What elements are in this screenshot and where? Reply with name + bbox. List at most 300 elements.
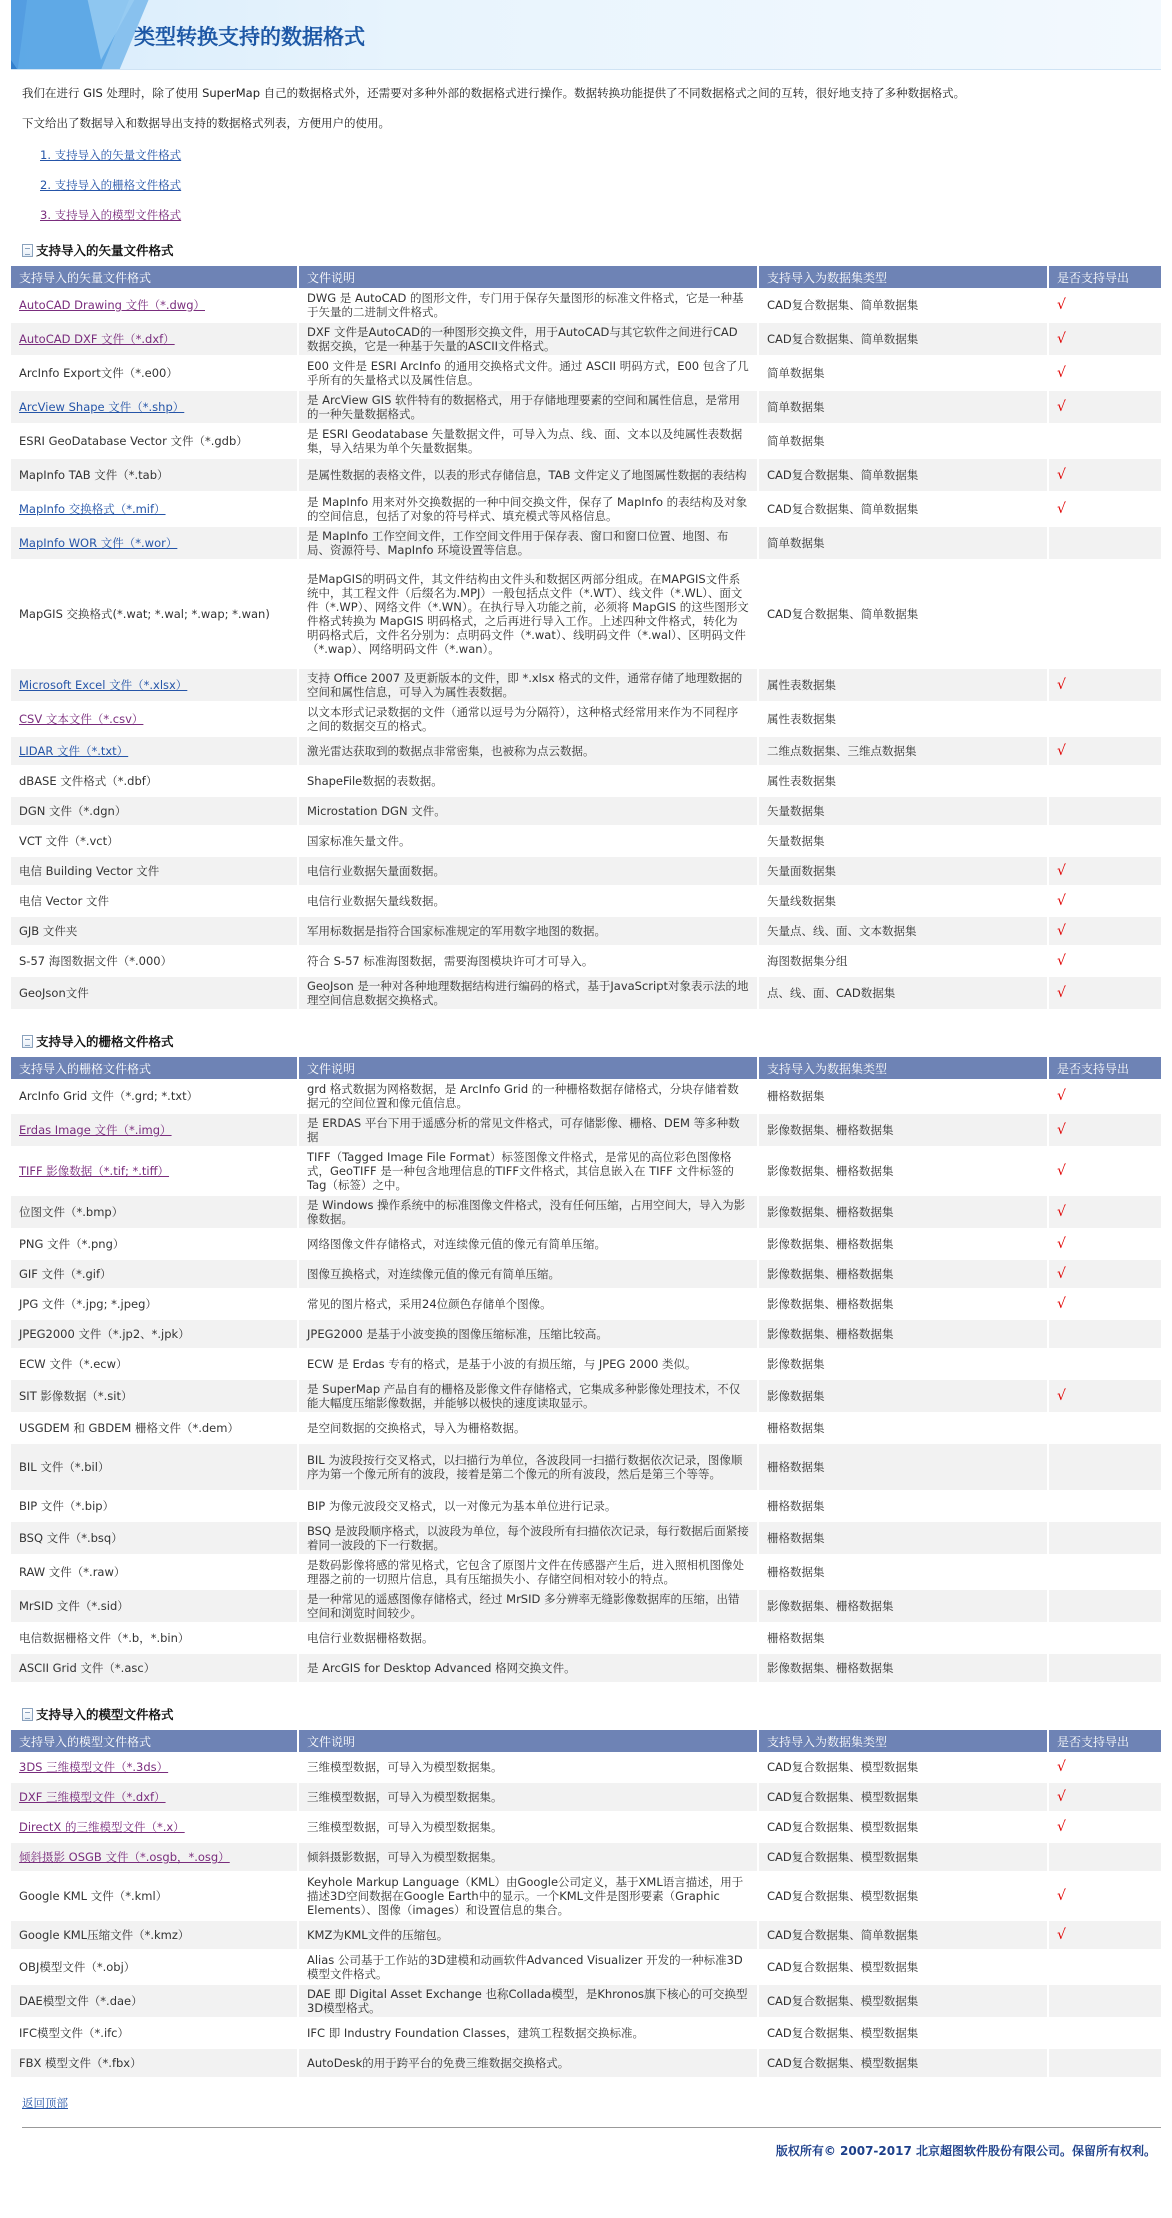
footer-divider <box>22 2127 1161 2128</box>
format-name: PNG 文件（*.png） <box>19 1237 125 1251</box>
dataset-type-cell: 栅格数据集 <box>758 1079 1048 1113</box>
export-check: √ <box>1048 1379 1161 1413</box>
dataset-type-cell: CAD复合数据集、模型数据集 <box>758 2048 1048 2078</box>
dataset-type-cell: CAD复合数据集、简单数据集 <box>758 458 1048 492</box>
export-check <box>1048 1349 1161 1379</box>
header-description: 文件说明 <box>298 266 758 288</box>
table-row <box>11 424 1161 458</box>
format-cell <box>11 1812 298 1842</box>
copyright-text: 版权所有© 2007-2017 北京超图软件股份有限公司。保留所有权利。 <box>775 2144 1156 2158</box>
description-cell: 是 ERDAS 平台下用于遥感分析的常见文件格式，可存储影像、栅格、DEM 等多种数据 <box>298 1113 758 1147</box>
format-name: 位图文件（*.bmp） <box>19 1205 124 1219</box>
format-cell <box>11 1782 298 1812</box>
intro-paragraph-2: 下文给出了数据导入和数据导出支持的数据格式列表，方便用户的使用。 <box>22 116 390 130</box>
format-cell <box>11 1319 298 1349</box>
format-cell <box>11 1653 298 1683</box>
format-name: 电信 Vector 文件 <box>19 894 109 908</box>
description-cell: 网络图像文件存储格式，对连续像元值的像元有简单压缩。 <box>298 1229 758 1259</box>
description-cell: 以文本形式记录数据的文件（通常以逗号为分隔符），这种格式经常用来作为不同程序之间的数据交互的格式。 <box>298 702 758 736</box>
table-row <box>11 916 1161 946</box>
table-row <box>11 1413 1161 1443</box>
format-cell <box>11 356 298 390</box>
format-name: MrSID 文件（*.sid） <box>19 1599 129 1613</box>
dataset-type-cell: 简单数据集 <box>758 390 1048 424</box>
export-check: √ <box>1048 886 1161 916</box>
format-name: 电信 Building Vector 文件 <box>19 864 160 878</box>
format-cell <box>11 886 298 916</box>
dataset-type-cell: 矢量点、线、面、文本数据集 <box>758 916 1048 946</box>
dataset-type-cell: 栅格数据集 <box>758 1555 1048 1589</box>
page-header <box>11 0 1161 70</box>
format-link[interactable]: DXF 三维模型文件（*.dxf） <box>19 1790 166 1804</box>
table-row <box>11 1319 1161 1349</box>
dataset-type-cell: 点、线、面、CAD数据集 <box>758 976 1048 1010</box>
export-check <box>1048 560 1161 668</box>
format-cell <box>11 458 298 492</box>
export-check <box>1048 1589 1161 1623</box>
format-cell <box>11 668 298 702</box>
export-check: √ <box>1048 1812 1161 1842</box>
export-check <box>1048 2018 1161 2048</box>
table-row <box>11 1229 1161 1259</box>
dataset-type-cell: 影像数据集、栅格数据集 <box>758 1195 1048 1229</box>
format-cell <box>11 1413 298 1443</box>
toc-item <box>40 176 1172 206</box>
export-check <box>1048 1443 1161 1491</box>
dataset-type-cell: 栅格数据集 <box>758 1521 1048 1555</box>
format-name: MapGIS 交换格式(*.wat; *.wal; *.wap; *.wan) <box>19 607 270 621</box>
export-check <box>1048 1413 1161 1443</box>
format-name: BIP 文件（*.bip） <box>19 1499 115 1513</box>
format-name: ArcInfo Grid 文件（*.grd; *.txt） <box>19 1088 199 1103</box>
format-table-raster <box>11 1057 1161 1684</box>
dataset-type-cell: 影像数据集、栅格数据集 <box>758 1289 1048 1319</box>
format-cell <box>11 1379 298 1413</box>
toc-item <box>40 146 1172 176</box>
description-cell: 是 ArcGIS for Desktop Advanced 格网交换文件。 <box>298 1653 758 1683</box>
description-cell: 支持 Office 2007 及更新版本的文件，即 *.xlsx 格式的文件，通常存储了地理数据的空间和属性信息，可导入为属性表数据。 <box>298 668 758 702</box>
table-row <box>11 1079 1161 1113</box>
back-to-top-wrap <box>22 2095 1172 2111</box>
dataset-type-cell: 矢量数据集 <box>758 796 1048 826</box>
dataset-type-cell: CAD复合数据集、模型数据集 <box>758 1812 1048 1842</box>
dataset-type-cell: 影像数据集、栅格数据集 <box>758 1319 1048 1349</box>
format-name: RAW 文件（*.raw） <box>19 1565 126 1579</box>
format-link[interactable]: ArcView Shape 文件（*.shp） <box>19 400 185 414</box>
format-link[interactable]: TIFF 影像数据（*.tif; *.tiff） <box>19 1164 170 1178</box>
format-name: ECW 文件（*.ecw） <box>19 1357 128 1371</box>
header-export: 是否支持导出 <box>1048 266 1161 288</box>
table-row <box>11 796 1161 826</box>
header-format: 支持导入的栅格文件格式 <box>11 1057 298 1079</box>
export-check <box>1048 766 1161 796</box>
dataset-type-cell: CAD复合数据集、简单数据集 <box>758 560 1048 668</box>
header-dataset-type: 支持导入为数据集类型 <box>758 1730 1048 1752</box>
export-check: √ <box>1048 1195 1161 1229</box>
format-cell <box>11 2018 298 2048</box>
header-export: 是否支持导出 <box>1048 1057 1161 1079</box>
description-cell: 是空间数据的交换格式，导入为栅格数据。 <box>298 1413 758 1443</box>
export-check <box>1048 526 1161 560</box>
table-row <box>11 322 1161 356</box>
format-link[interactable]: MapInfo 交换格式（*.mif） <box>19 502 166 516</box>
export-check <box>1048 2048 1161 2078</box>
description-cell: AutoDesk的用于跨平台的免费三维数据交换格式。 <box>298 2048 758 2078</box>
section-gap <box>0 1011 1172 1027</box>
table-row <box>11 1984 1161 2018</box>
table-row <box>11 458 1161 492</box>
description-cell: DXF 文件是AutoCAD的一种图形交换文件，用于AutoCAD与其它软件之间进行CAD数据交换，它是一种基于矢量的ASCII文件格式。 <box>298 322 758 356</box>
export-check <box>1048 1319 1161 1349</box>
table-row <box>11 766 1161 796</box>
dataset-type-cell: 属性表数据集 <box>758 766 1048 796</box>
export-check <box>1048 1653 1161 1683</box>
format-link[interactable]: 倾斜摄影 OSGB 文件（*.osgb，*.osg） <box>19 1850 230 1864</box>
format-cell <box>11 1289 298 1319</box>
format-name: JPEG2000 文件（*.jp2、*.jpk） <box>19 1327 190 1341</box>
table-row <box>11 1812 1161 1842</box>
format-name: JPG 文件（*.jpg; *.jpeg） <box>19 1297 157 1311</box>
format-link[interactable]: Microsoft Excel 文件（*.xlsx） <box>19 678 188 692</box>
format-link[interactable]: Erdas Image 文件（*.img） <box>19 1123 172 1137</box>
description-cell: E00 文件是 ESRI ArcInfo 的通用交换格式文件。通过 ASCII 明码方式，E00 包含了几乎所有的矢量格式以及属性信息。 <box>298 356 758 390</box>
format-cell <box>11 390 298 424</box>
export-check: √ <box>1048 1147 1161 1195</box>
format-cell <box>11 2048 298 2078</box>
export-check: √ <box>1048 1752 1161 1782</box>
export-check: √ <box>1048 1872 1161 1920</box>
format-cell <box>11 976 298 1010</box>
dataset-type-cell: 影像数据集、栅格数据集 <box>758 1259 1048 1289</box>
description-cell: 倾斜摄影数据，可导入为模型数据集。 <box>298 1842 758 1872</box>
description-cell: GeoJson 是一种对各种地理数据结构进行编码的格式，基于JavaScript对象表示法的地理空间信息数据交换格式。 <box>298 976 758 1010</box>
table-row <box>11 1379 1161 1413</box>
section-title-vector <box>0 236 1172 266</box>
table-row <box>11 1950 1161 1984</box>
dataset-type-cell: CAD复合数据集、简单数据集 <box>758 322 1048 356</box>
dataset-type-cell: 简单数据集 <box>758 356 1048 390</box>
format-cell <box>11 1842 298 1872</box>
format-link[interactable]: MapInfo WOR 文件（*.wor） <box>19 536 178 550</box>
format-cell <box>11 1259 298 1289</box>
format-cell <box>11 1195 298 1229</box>
format-link[interactable]: AutoCAD DXF 文件（*.dxf） <box>19 332 175 346</box>
table-row <box>11 1195 1161 1229</box>
document-icon <box>22 1035 33 1048</box>
description-cell: KMZ为KML文件的压缩包。 <box>298 1920 758 1950</box>
table-row <box>11 1842 1161 1872</box>
description-cell: 三维模型数据，可导入为模型数据集。 <box>298 1782 758 1812</box>
section-gap <box>0 1684 1172 1700</box>
table-row <box>11 2048 1161 2078</box>
table-row <box>11 1623 1161 1653</box>
format-cell <box>11 1950 298 1984</box>
format-cell <box>11 1984 298 2018</box>
table-row <box>11 492 1161 526</box>
export-check: √ <box>1048 736 1161 766</box>
table-row <box>11 856 1161 886</box>
dataset-type-cell: 矢量面数据集 <box>758 856 1048 886</box>
description-cell: 是 ESRI Geodatabase 矢量数据文件，可导入为点、线、面、文本以及纯属性表数据集，导入结果为单个矢量数据集。 <box>298 424 758 458</box>
format-name: dBASE 文件格式（*.dbf） <box>19 774 158 788</box>
dataset-type-cell: 栅格数据集 <box>758 1491 1048 1521</box>
description-cell: 电信行业数据栅格数据。 <box>298 1623 758 1653</box>
export-check <box>1048 702 1161 736</box>
format-cell <box>11 1555 298 1589</box>
back-to-top-link[interactable]: 返回顶部 <box>22 2096 68 2110</box>
description-cell: 军用标数据是指符合国家标准规定的军用数字地图的数据。 <box>298 916 758 946</box>
table-header-row <box>11 266 1161 288</box>
format-link[interactable]: LIDAR 文件（*.txt） <box>19 744 129 758</box>
export-check: √ <box>1048 458 1161 492</box>
header-description: 文件说明 <box>298 1730 758 1752</box>
table-of-contents <box>0 146 1172 236</box>
dataset-type-cell: 二维点数据集、三维点数据集 <box>758 736 1048 766</box>
dataset-type-cell: CAD复合数据集、简单数据集 <box>758 1920 1048 1950</box>
format-cell <box>11 916 298 946</box>
table-row <box>11 668 1161 702</box>
dataset-type-cell: 影像数据集 <box>758 1349 1048 1379</box>
export-check <box>1048 1842 1161 1872</box>
table-row <box>11 1113 1161 1147</box>
export-check: √ <box>1048 1079 1161 1113</box>
format-cell <box>11 1147 298 1195</box>
dataset-type-cell: CAD复合数据集、简单数据集 <box>758 288 1048 322</box>
description-cell: DAE 即 Digital Asset Exchange 也称Collada模型，是Khronos旗下核心的可交换型3D模型格式。 <box>298 1984 758 2018</box>
toc-link-vector[interactable]: 1. 支持导入的矢量文件格式 <box>40 148 182 162</box>
description-cell: Alias 公司基于工作站的3D建模和动画软件Advanced Visualizer 开发的一种标准3D模型文件格式。 <box>298 1950 758 1984</box>
format-name: Google KML压缩文件（*.kmz） <box>19 1928 190 1942</box>
format-name: DAE模型文件（*.dae） <box>19 1994 143 2008</box>
intro-paragraph-1: 我们在进行 GIS 处理时，除了使用 SuperMap 自己的数据格式外，还需要对多种外部的数据格式进行操作。数据转换功能提供了不同数据格式之间的互转，很好地支持了多种数据格式。 <box>22 86 966 100</box>
format-table-vector <box>11 266 1161 1011</box>
format-cell <box>11 736 298 766</box>
format-cell <box>11 1589 298 1623</box>
description-cell: 是 ArcView GIS 软件特有的数据格式，用于存储地理要素的空间和属性信息，是常用的一种矢量数据格式。 <box>298 390 758 424</box>
document-icon <box>22 1708 33 1721</box>
dataset-type-cell: CAD复合数据集、模型数据集 <box>758 1984 1048 2018</box>
description-cell: 是 MapInfo 用来对外交换数据的一种中间交换文件，保存了 MapInfo 的表结构及对象的空间信息，包括了对象的符号样式、填充模式等风格信息。 <box>298 492 758 526</box>
format-cell <box>11 766 298 796</box>
format-sections <box>0 236 1172 2079</box>
description-cell: 图像互换格式，对连续像元值的像元有简单压缩。 <box>298 1259 758 1289</box>
description-cell: 是属性数据的表格文件，以表的形式存储信息，TAB 文件定义了地图属性数据的表结构 <box>298 458 758 492</box>
format-name: SIT 影像数据（*.sit） <box>19 1389 133 1403</box>
table-row <box>11 288 1161 322</box>
header-dataset-type: 支持导入为数据集类型 <box>758 266 1048 288</box>
format-name: IFC模型文件（*.ifc） <box>19 2026 130 2040</box>
description-cell: Microstation DGN 文件。 <box>298 796 758 826</box>
format-name: S-57 海图数据文件（*.000） <box>19 954 173 968</box>
dataset-type-cell: 简单数据集 <box>758 424 1048 458</box>
dataset-type-cell: 矢量数据集 <box>758 826 1048 856</box>
description-cell: 是 SuperMap 产品自有的栅格及影像文件存储格式，它集成多种影像处理技术，不仅能大幅度压缩影像数据，并能够以极快的速度读取显示。 <box>298 1379 758 1413</box>
format-link[interactable]: AutoCAD Drawing 文件（*.dwg） <box>19 297 205 312</box>
format-name: OBJ模型文件（*.obj） <box>19 1960 136 1974</box>
format-name: 电信数据栅格文件（*.b，*.bin） <box>19 1631 190 1645</box>
format-cell <box>11 1521 298 1555</box>
dataset-type-cell: 影像数据集、栅格数据集 <box>758 1589 1048 1623</box>
format-name: ASCII Grid 文件（*.asc） <box>19 1661 156 1675</box>
export-check <box>1048 826 1161 856</box>
table-row <box>11 390 1161 424</box>
export-check <box>1048 1491 1161 1521</box>
format-cell <box>11 1349 298 1379</box>
toc-link-raster[interactable]: 2. 支持导入的栅格文件格式 <box>40 178 182 192</box>
document-icon <box>22 244 33 257</box>
table-row <box>11 1491 1161 1521</box>
header-dataset-type: 支持导入为数据集类型 <box>758 1057 1048 1079</box>
dataset-type-cell: 影像数据集、栅格数据集 <box>758 1113 1048 1147</box>
export-check: √ <box>1048 856 1161 886</box>
description-cell: BIL 为波段按行交叉格式，以扫描行为单位，各波段同一扫描行数据依次记录，图像顺序为第一个像元所有的波段，接着是第二个像元的所有波段，然后是第三个等等。 <box>298 1443 758 1491</box>
format-cell <box>11 1443 298 1491</box>
export-check <box>1048 1984 1161 2018</box>
dataset-type-cell: 栅格数据集 <box>758 1443 1048 1491</box>
table-row <box>11 1782 1161 1812</box>
description-cell: ECW 是 Erdas 专有的格式，是基于小波的有损压缩，与 JPEG 2000 类似。 <box>298 1349 758 1379</box>
dataset-type-cell: CAD复合数据集、模型数据集 <box>758 1842 1048 1872</box>
table-row <box>11 2018 1161 2048</box>
format-name: BSQ 文件（*.bsq） <box>19 1531 123 1545</box>
export-check <box>1048 424 1161 458</box>
format-cell <box>11 1920 298 1950</box>
dataset-type-cell: 海图数据集分组 <box>758 946 1048 976</box>
dataset-type-cell: CAD复合数据集、模型数据集 <box>758 1872 1048 1920</box>
dataset-type-cell: 栅格数据集 <box>758 1413 1048 1443</box>
export-check: √ <box>1048 356 1161 390</box>
dataset-type-cell: CAD复合数据集、模型数据集 <box>758 2018 1048 2048</box>
description-cell: 是数码影像将感的常见格式，它包含了原图片文件在传感器产生后，进入照相机图像处理器之前的一切照片信息，具有压缩损失小、存储空间相对较小的特点。 <box>298 1555 758 1589</box>
export-check <box>1048 796 1161 826</box>
export-check: √ <box>1048 1920 1161 1950</box>
section-title-raster <box>0 1027 1172 1057</box>
description-cell: 常见的图片格式，采用24位颜色存储单个图像。 <box>298 1289 758 1319</box>
header-export: 是否支持导出 <box>1048 1730 1161 1752</box>
export-check: √ <box>1048 322 1161 356</box>
description-cell: 是MapGIS的明码文件，其文件结构由文件头和数据区两部分组成。在MAPGIS文件系统中，其工程文件（后缀名为.MPJ）一般包括点文件（*.WT）、线文件（*.WL）、面文件（*.WP）、网络文件（*.WN）。在执行导入功能之前，必须将 MapGIS 的这些图形文件格式转换为 MapGIS 明码格式，之后再进行导入工作。上述四种文件格式，转化为明码格式后，文件名分别为：点明码文件（*.wat）、线明码文件（*.wal）、区明码文件（*.wap）、网络明码文件（*.wan）。 <box>298 560 758 668</box>
table-row <box>11 886 1161 916</box>
table-row <box>11 946 1161 976</box>
table-row <box>11 526 1161 560</box>
dataset-type-cell: 矢量线数据集 <box>758 886 1048 916</box>
format-name: DGN 文件（*.dgn） <box>19 804 127 818</box>
export-check: √ <box>1048 1782 1161 1812</box>
description-cell: 符合 S-57 标准海图数据，需要海图模块许可才可导入。 <box>298 946 758 976</box>
table-row <box>11 1872 1161 1920</box>
format-cell <box>11 1229 298 1259</box>
header-format: 支持导入的矢量文件格式 <box>11 266 298 288</box>
format-name: VCT 文件（*.vct） <box>19 834 119 848</box>
description-cell: Keyhole Markup Language（KML）由Google公司定义，基于XML语言描述，用于描述3D空间数据在Google Earth中的显示。一个KML文件是图形要素（Graphic Elements）、图像（images）和设置信息的集合。 <box>298 1872 758 1920</box>
format-name: ESRI GeoDatabase Vector 文件（*.gdb） <box>19 434 248 448</box>
format-cell <box>11 1623 298 1653</box>
table-row <box>11 1752 1161 1782</box>
dataset-type-cell: 影像数据集、栅格数据集 <box>758 1147 1048 1195</box>
description-cell: 是一种常见的遥感图像存储格式，经过 MrSID 多分辨率无缝影像数据库的压缩，出错空间和浏览时间较少。 <box>298 1589 758 1623</box>
description-cell: IFC 即 Industry Foundation Classes，建筑工程数据交换标准。 <box>298 2018 758 2048</box>
format-cell <box>11 1872 298 1920</box>
dataset-type-cell: 简单数据集 <box>758 526 1048 560</box>
table-row <box>11 1653 1161 1683</box>
export-check: √ <box>1048 1259 1161 1289</box>
export-check <box>1048 1555 1161 1589</box>
table-row <box>11 1349 1161 1379</box>
table-row <box>11 560 1161 668</box>
format-link[interactable]: 3DS 三维模型文件（*.3ds） <box>19 1759 169 1774</box>
format-cell <box>11 322 298 356</box>
table-row <box>11 1289 1161 1319</box>
export-check: √ <box>1048 492 1161 526</box>
format-link[interactable]: CSV 文本文件（*.csv） <box>19 712 144 726</box>
description-cell: JPEG2000 是基于小波变换的图像压缩标准，压缩比较高。 <box>298 1319 758 1349</box>
format-link[interactable]: DirectX 的三维模型文件（*.x） <box>19 1820 185 1834</box>
format-name: FBX 模型文件（*.fbx） <box>19 2056 142 2070</box>
table-row <box>11 1589 1161 1623</box>
format-cell <box>11 492 298 526</box>
export-check: √ <box>1048 1289 1161 1319</box>
table-row <box>11 1555 1161 1589</box>
format-cell <box>11 526 298 560</box>
description-cell: 电信行业数据矢量线数据。 <box>298 886 758 916</box>
format-cell <box>11 826 298 856</box>
dataset-type-cell: CAD复合数据集、模型数据集 <box>758 1752 1048 1782</box>
description-cell: 是 Windows 操作系统中的标准图像文件格式，没有任何压缩，占用空间大，导入为影像数据。 <box>298 1195 758 1229</box>
dataset-type-cell: 影像数据集 <box>758 1379 1048 1413</box>
description-cell: 是 MapInfo 工作空间文件，工作空间文件用于保存表、窗口和窗口位置、地图、布局、资源符号、MapInfo 环境设置等信息。 <box>298 526 758 560</box>
header-description: 文件说明 <box>298 1057 758 1079</box>
export-check: √ <box>1048 668 1161 702</box>
description-cell: ShapeFile数据的表数据。 <box>298 766 758 796</box>
dataset-type-cell: 栅格数据集 <box>758 1623 1048 1653</box>
section-title-text: 支持导入的栅格文件格式 <box>36 1034 174 1049</box>
table-row <box>11 1259 1161 1289</box>
dataset-type-cell: 影像数据集、栅格数据集 <box>758 1653 1048 1683</box>
format-cell <box>11 1752 298 1782</box>
format-name: BIL 文件（*.bil） <box>19 1460 110 1474</box>
table-row <box>11 736 1161 766</box>
table-row <box>11 826 1161 856</box>
description-cell: 激光雷达获取到的数据点非常密集，也被称为点云数据。 <box>298 736 758 766</box>
table-row <box>11 1920 1161 1950</box>
export-check <box>1048 1623 1161 1653</box>
toc-link-model[interactable]: 3. 支持导入的模型文件格式 <box>40 208 182 222</box>
export-check: √ <box>1048 288 1161 322</box>
description-cell: 三维模型数据，可导入为模型数据集。 <box>298 1812 758 1842</box>
format-name: GIF 文件（*.gif） <box>19 1267 112 1281</box>
header-format: 支持导入的模型文件格式 <box>11 1730 298 1752</box>
description-cell: DWG 是 AutoCAD 的图形文件，专门用于保存矢量图形的标准文件格式，它是一种基于矢量的二进制文件格式。 <box>298 288 758 322</box>
format-name: USGDEM 和 GBDEM 栅格文件（*.dem） <box>19 1421 239 1435</box>
dataset-type-cell: CAD复合数据集、模型数据集 <box>758 1782 1048 1812</box>
section-title-model <box>0 1700 1172 1730</box>
format-name: MapInfo TAB 文件（*.tab） <box>19 468 169 482</box>
description-cell: 国家标准矢量文件。 <box>298 826 758 856</box>
dataset-type-cell: CAD复合数据集、简单数据集 <box>758 492 1048 526</box>
table-row <box>11 1521 1161 1555</box>
format-cell <box>11 1113 298 1147</box>
export-check: √ <box>1048 390 1161 424</box>
description-cell: grd 格式数据为网格数据，是 ArcInfo Grid 的一种栅格数据存储格式，分块存储着数据元的空间位置和像元值信息。 <box>298 1079 758 1113</box>
description-cell: 三维模型数据，可导入为模型数据集。 <box>298 1752 758 1782</box>
format-cell <box>11 288 298 322</box>
description-cell: 电信行业数据矢量面数据。 <box>298 856 758 886</box>
export-check: √ <box>1048 946 1161 976</box>
description-cell: BIP 为像元波段交叉格式，以一对像元为基本单位进行记录。 <box>298 1491 758 1521</box>
section-title-text: 支持导入的矢量文件格式 <box>36 243 174 258</box>
export-check: √ <box>1048 916 1161 946</box>
format-cell <box>11 424 298 458</box>
